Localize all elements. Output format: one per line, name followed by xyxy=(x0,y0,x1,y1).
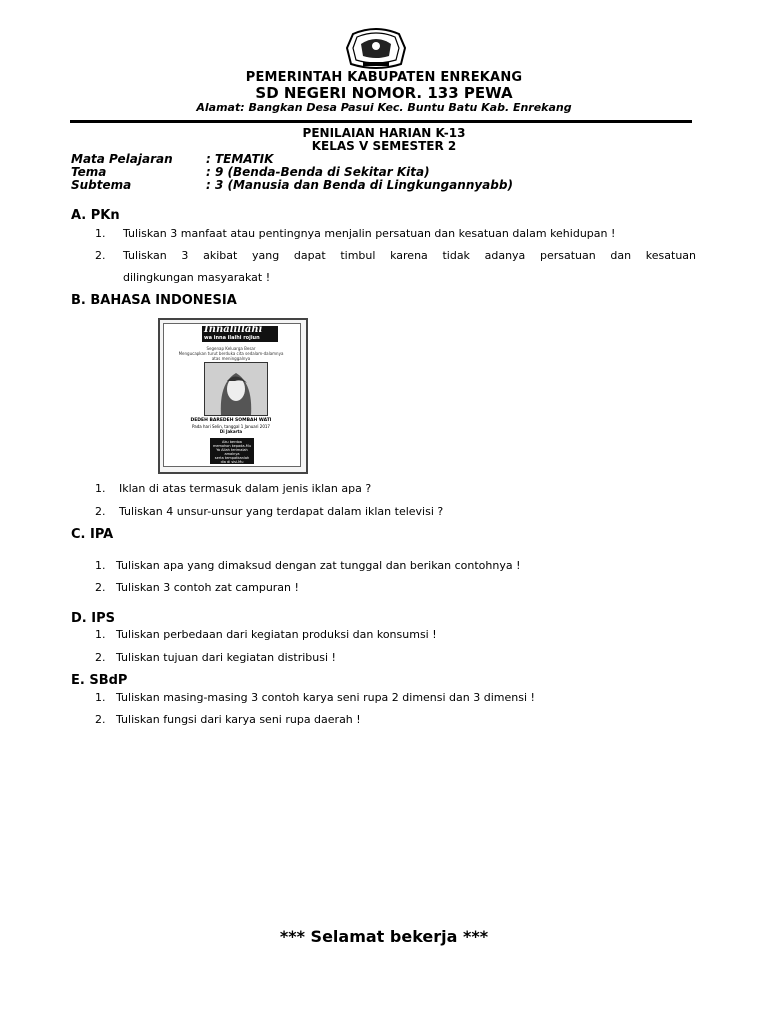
header-divider xyxy=(70,120,692,123)
meta-value-theme: : 9 (Benda-Benda di Sekitar Kita) xyxy=(206,165,430,179)
header-school-name: SD NEGERI NOMOR. 133 PEWA xyxy=(255,84,513,102)
question-number: 2. xyxy=(95,581,106,594)
question-text: Tuliskan tujuan dari kegiatan distribusi ! xyxy=(116,651,336,664)
header-government: PEMERINTAH KABUPATEN ENREKANG xyxy=(245,70,523,85)
section-heading-bahasa-indonesia: B. BAHASA INDONESIA xyxy=(71,293,237,308)
meta-value-subject: : TEMATIK xyxy=(206,152,274,166)
school-logo-emblem xyxy=(343,26,409,72)
ad-date: Pada hari Selin, tanggal 1 Januari 2017 xyxy=(192,424,270,429)
ad-text-3: atas meninggalnya xyxy=(211,356,251,361)
ad-place: Di Jakarta xyxy=(219,429,243,434)
header-address: Alamat: Bangkan Desa Pasui Kec. Buntu Batu Kab. Enrekang xyxy=(196,101,572,114)
exam-class: KELAS V SEMESTER 2 xyxy=(311,139,457,153)
question-number: 2. xyxy=(95,505,106,518)
ad-quote-box xyxy=(210,438,254,464)
ad-quote-5: dia di sisi-Mu xyxy=(220,460,244,464)
section-heading-ips: D. IPS xyxy=(71,611,115,626)
ad-text-1: Segenap Keluarga Besar xyxy=(206,346,256,351)
closing-message: *** Selamat bekerja *** xyxy=(279,927,489,946)
question-number: 1. xyxy=(95,482,106,495)
question-number: 2. xyxy=(95,713,106,726)
ad-title: Innalillahi xyxy=(204,324,263,335)
question-text: Tuliskan fungsi dari karya seni rupa daerah ! xyxy=(116,713,361,726)
question-number: 1. xyxy=(95,227,106,240)
exam-title: PENILAIAN HARIAN K-13 xyxy=(302,126,466,140)
section-heading-ipa: C. IPA xyxy=(71,527,114,542)
ad-portrait xyxy=(204,362,268,416)
ad-deceased-name: DEDEH BAREDEH SOMBAH WATI xyxy=(190,418,272,423)
ad-quote-2: memohon kepada-Mu xyxy=(212,444,252,448)
question-text: Tuliskan 3 akibat yang dapat timbul karena tidak adanya persatuan dan kesatuan xyxy=(123,249,696,262)
question-number: 1. xyxy=(95,559,106,572)
question-text: Tuliskan 4 unsur-unsur yang terdapat dalam iklan televisi ? xyxy=(119,505,444,518)
question-number: 1. xyxy=(95,628,106,641)
section-heading-pkn: A. PKn xyxy=(71,208,120,223)
question-number: 1. xyxy=(95,691,106,704)
question-text: Tuliskan perbedaan dari kegiatan produksi dan konsumsi ! xyxy=(116,628,437,641)
ad-text-2: Mengucapkan turut berduka cita sedalam-dalamnya xyxy=(178,351,284,356)
section-heading-sbdp: E. SBdP xyxy=(71,673,128,688)
question-text: Tuliskan 3 contoh zat campuran ! xyxy=(116,581,299,594)
meta-label-subtheme: Subtema xyxy=(71,178,132,192)
ad-quote-1: Aku berdoa xyxy=(222,440,242,444)
question-text: Tuliskan masing-masing 3 contoh karya seni rupa 2 dimensi dan 3 dimensi ! xyxy=(116,691,535,704)
question-text: Tuliskan 3 manfaat atau pentingnya menjalin persatuan dan kesatuan dalam kehidupan ! xyxy=(123,227,616,240)
ad-quote-4: serta tempatkanlah xyxy=(214,456,250,460)
meta-label-subject: Mata Pelajaran xyxy=(71,152,173,166)
question-text: Iklan di atas termasuk dalam jenis iklan apa ? xyxy=(119,482,372,495)
ad-subtitle: wa inna ilaihi rojiun xyxy=(204,335,260,341)
obituary-ad-image xyxy=(158,318,308,474)
question-text-continued: dilingkungan masyarakat ! xyxy=(123,271,271,284)
meta-label-theme: Tema xyxy=(71,165,107,179)
ad-quote-3: Ya Allah terimalah amalnya xyxy=(216,448,248,456)
question-text: Tuliskan apa yang dimaksud dengan zat tunggal dan berikan contohnya ! xyxy=(116,559,521,572)
question-number: 2. xyxy=(95,249,106,262)
meta-value-subtheme: : 3 (Manusia dan Benda di Lingkungannyabb) xyxy=(206,178,513,192)
question-number: 2. xyxy=(95,651,106,664)
